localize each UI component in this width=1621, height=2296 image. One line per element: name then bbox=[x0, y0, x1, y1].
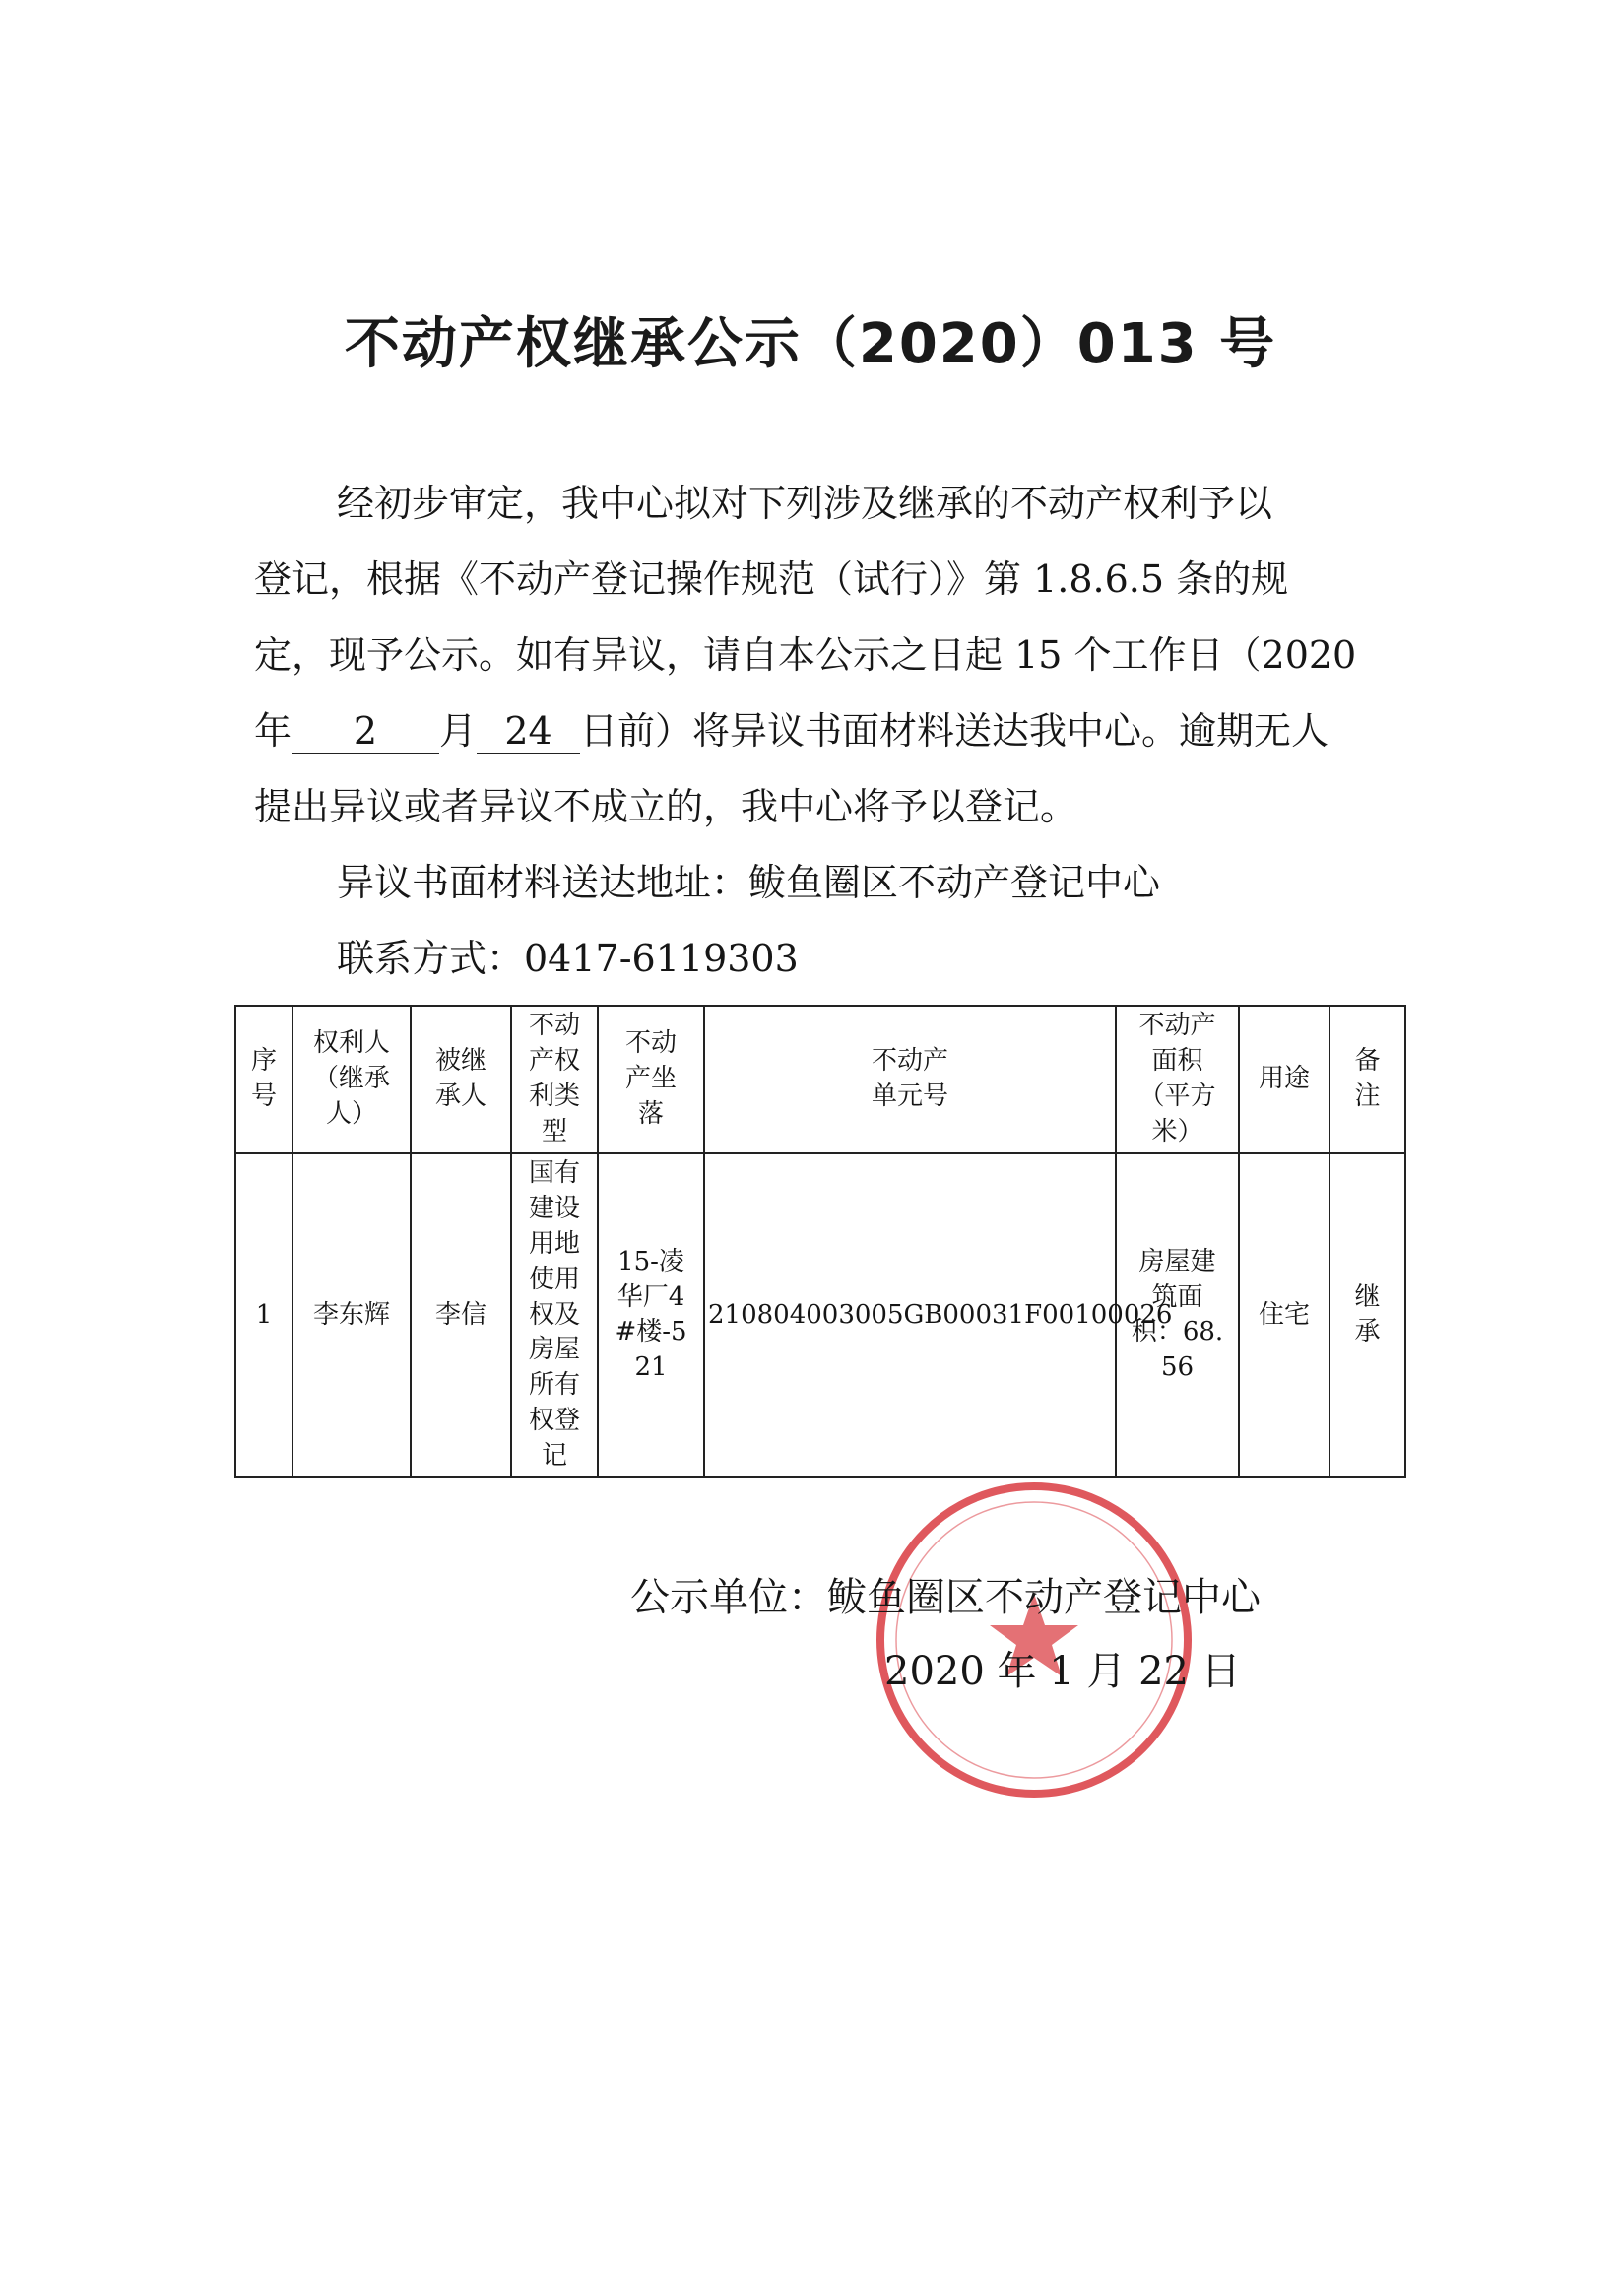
cell-unit-no: 210804003005GB00031F00100026 bbox=[704, 1153, 1116, 1477]
header-unit-no: 不动产单元号 bbox=[704, 1006, 1116, 1153]
issuer: 公示单位：鲅鱼圈区不动产登记中心 bbox=[630, 1575, 1261, 1620]
deadline-day: 24 bbox=[477, 711, 580, 754]
header-seq: 序号 bbox=[235, 1006, 292, 1153]
notice-title: 不动产权继承公示（2020）013 号 bbox=[344, 312, 1277, 376]
cell-seq: 1 bbox=[235, 1153, 292, 1477]
header-remark: 备注 bbox=[1329, 1006, 1405, 1153]
deadline-month: 2 bbox=[292, 711, 439, 754]
header-usage: 用途 bbox=[1239, 1006, 1329, 1153]
header-right-type: 不动产权利类型 bbox=[511, 1006, 598, 1153]
cell-area: 房屋建筑面积：68.56 bbox=[1116, 1153, 1239, 1477]
cell-decedent: 李信 bbox=[411, 1153, 511, 1477]
cell-holder: 李东辉 bbox=[292, 1153, 411, 1477]
header-location: 不动产坐落 bbox=[598, 1006, 704, 1153]
body-line-1: 经初步审定，我中心拟对下列涉及继承的不动产权利予以 bbox=[337, 482, 1273, 525]
header-holder: 权利人（继承人） bbox=[292, 1006, 411, 1153]
inheritance-table bbox=[234, 1005, 1406, 1478]
table-header-row bbox=[235, 1006, 1405, 1153]
header-area: 不动产面积（平方米） bbox=[1116, 1006, 1239, 1153]
cell-usage: 住宅 bbox=[1239, 1153, 1329, 1477]
cell-right-type: 国有建设用地使用权及房屋所有权登记 bbox=[511, 1153, 598, 1477]
cell-remark: 继承 bbox=[1329, 1153, 1405, 1477]
deadline-month-char: 月 bbox=[439, 709, 478, 753]
deadline-rest: 日前）将异议书面材料送达我中心。逾期无人 bbox=[580, 709, 1329, 753]
body-line-3: 定，现予公示。如有异议，请自本公示之日起 15 个工作日（2020 bbox=[254, 633, 1357, 677]
table-row bbox=[235, 1153, 1405, 1477]
body-line-2: 登记，根据《不动产登记操作规范（试行）》第 1.8.6.5 条的规 bbox=[254, 558, 1289, 601]
contact-info: 联系方式：0417-6119303 bbox=[337, 937, 799, 980]
cell-location: 15-凌华厂4#楼-521 bbox=[598, 1153, 704, 1477]
issue-date: 2020 年 1 月 22 日 bbox=[884, 1649, 1241, 1694]
body-line-5: 提出异议或者异议不成立的，我中心将予以登记。 bbox=[254, 785, 1078, 828]
body-line-4-deadline bbox=[254, 700, 1329, 754]
deadline-year-char: 年 bbox=[254, 709, 292, 753]
header-decedent: 被继承人 bbox=[411, 1006, 511, 1153]
objection-address: 异议书面材料送达地址：鲅鱼圈区不动产登记中心 bbox=[337, 861, 1161, 904]
